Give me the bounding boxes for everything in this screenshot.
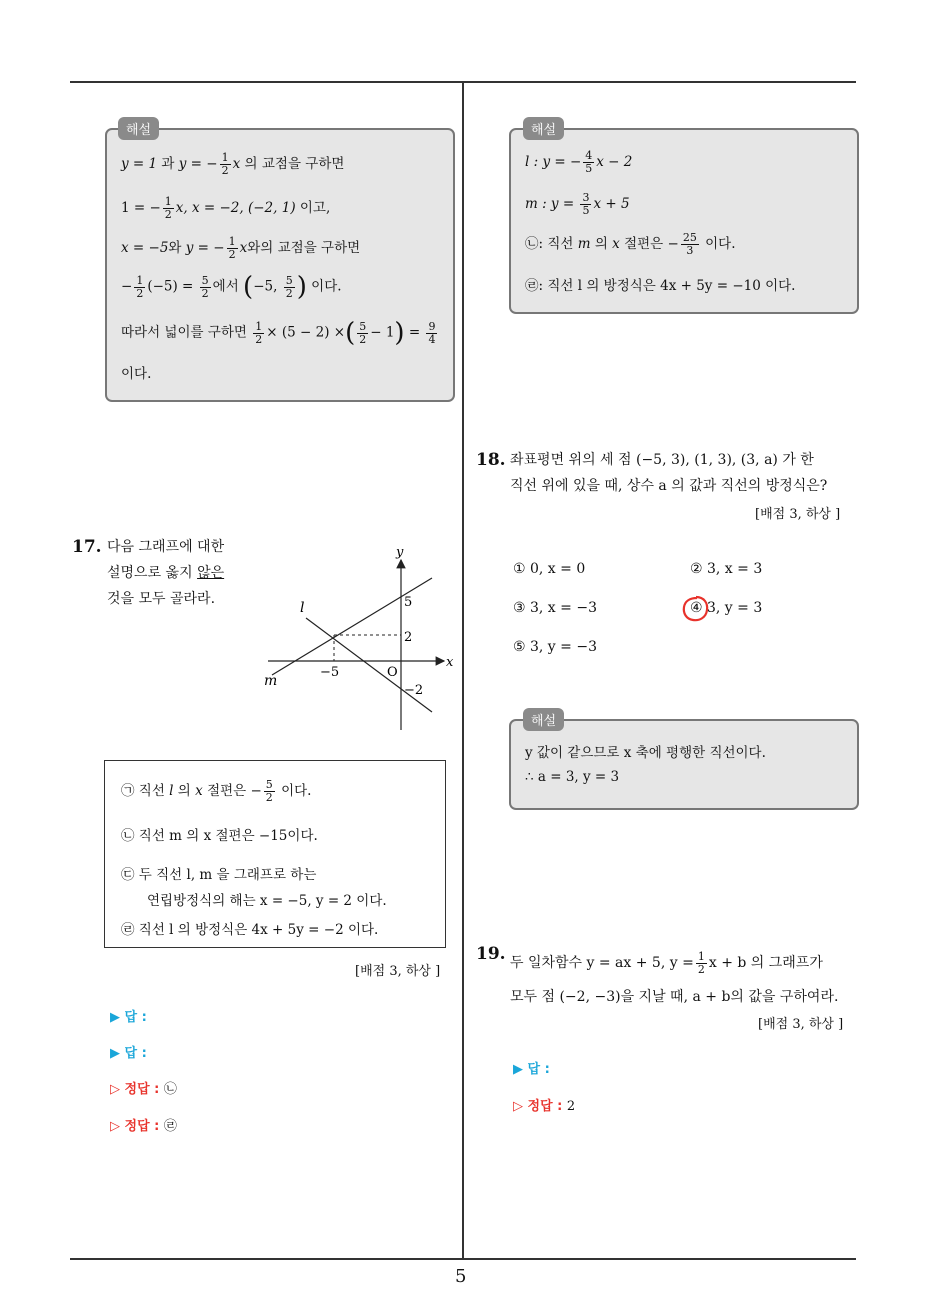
sol-line-2: 1 = − $\frac{1}{2}$ x, x = −2, (−2, 1) 이고, [121,195,331,221]
answer-field-q19[interactable]: ▶ 답 : [513,1062,550,1077]
sol-r-line-1: l : y = − $\frac{4}{5}$ x − 2 [525,149,633,175]
correct-answer-2: ▷ 정답 : ㉣ [110,1119,177,1134]
choice-b: ㉡ 직선 m 의 x 절편은 −15이다. [121,828,318,844]
tick-neg2: −2 [404,683,424,698]
label-l: l [300,600,305,616]
solution-box-right-top [509,128,859,314]
answer-field-2[interactable]: ▶ 답 : [110,1046,147,1061]
origin-label: O [387,665,398,680]
sol-line-6: 이다. [121,366,152,382]
tick-2: 2 [404,630,413,645]
sol-line-4: − $\frac{1}{2}$ (−5) = $\frac{5}{2}$ 에서 (−5, $\frac{5}{2}$ ) 이다. [121,272,342,302]
solution-tag: 해설 [118,117,159,140]
solution-box-left-top [105,128,455,402]
choice-c-line-1: ㉢ 두 직선 l, m 을 그래프로 하는 [121,867,317,883]
question-17-line-1: 다음 그래프에 대한 [107,539,225,555]
question-19-line-1: 두 일차함수 y = ax + 5, y = $\frac{1}{2}$ x + b 의 그래프가 [510,949,823,976]
question-19-score: [배점 3, 하상 ] [758,1017,844,1032]
choice-a: ㉠ 직선 l 의 x 절편은 − $\frac{5}{2}$ 이다. [121,778,312,804]
label-y: y [396,545,404,560]
option-3[interactable]: ③ 3, x = −3 [513,600,597,616]
correct-answer-q19: ▷ 정답 : 2 [513,1099,576,1114]
sol-line-3: x = −5와 y = − $\frac{1}{2}$ x와의 교점을 구하면 [121,235,361,261]
footer-rule [70,1258,856,1260]
option-5[interactable]: ⑤ 3, y = −3 [513,639,597,655]
sol-r-line-4: ㉣: 직선 l 의 방정식은 4x + 5y = −10 이다. [525,278,796,294]
answer-field-1[interactable]: ▶ 답 : [110,1010,147,1025]
label-x: x [446,655,454,670]
question-18-line-1: 좌표평면 위의 세 점 (−5, 3), (1, 3), (3, a) 가 한 [510,452,814,468]
question-19-number: 19. [476,944,506,964]
sol-r-line-3: ㉡: 직선 m 의 x 절편은 − $\frac{25}{3}$ 이다. [525,231,736,257]
tick-neg5: −5 [320,665,340,680]
solution-tag: 해설 [523,708,564,731]
label-m: m [264,673,278,689]
question-18-line-2: 직선 위에 있을 때, 상수 a 의 값과 직선의 방정식은? [510,478,828,494]
solution-tag: 해설 [523,117,564,140]
choice-d: ㉣ 직선 l 의 방정식은 4x + 5y = −2 이다. [121,922,379,938]
question-19-line-2: 모두 점 (−2, −3)을 지날 때, a + b의 값을 구하여라. [510,989,839,1005]
sol-line-1: y = 1 과 y = − $\frac{1}{2}$ x 의 교점을 구하면 [121,151,345,177]
question-18-number: 18. [476,450,506,470]
question-17-line-2: 설명으로 옳지 않은 [107,565,225,581]
page-number: 5 [455,1266,467,1287]
question-17-choices-box [104,760,446,948]
choice-c-line-2: 연립방정식의 해는 x = −5, y = 2 이다. [147,893,387,909]
option-1[interactable]: ① 0, x = 0 [513,561,586,577]
correct-answer-1: ▷ 정답 : ㉡ [110,1082,177,1097]
sol-r-line-2: m : y = $\frac{3}{5}$ x + 5 [525,191,630,217]
sol-line-5: 따라서 넓이를 구하면 $\frac{1}{2}$ × (5 − 2) ×( $\frac{5}{2}$ − 1) = $\frac{9}{4}$ [121,318,436,348]
column-divider [462,83,464,1259]
question-17-graph [262,540,462,740]
q18-sol-line-2: ∴ a = 3, y = 3 [525,769,620,785]
question-17-number: 17. [72,537,102,557]
option-4[interactable]: ④ 3, y = 3 [690,600,763,616]
q18-sol-line-1: y 값이 같으므로 x 축에 평행한 직선이다. [525,745,766,761]
selected-answer-circle [680,593,712,625]
option-2[interactable]: ② 3, x = 3 [690,561,763,577]
question-18-score: [배점 3, 하상 ] [755,507,841,522]
question-17-score: [배점 3, 하상 ] [355,964,441,979]
solution-box-q18 [509,719,859,810]
tick-5: 5 [404,595,413,610]
question-17-line-3: 것을 모두 골라라. [107,591,216,607]
